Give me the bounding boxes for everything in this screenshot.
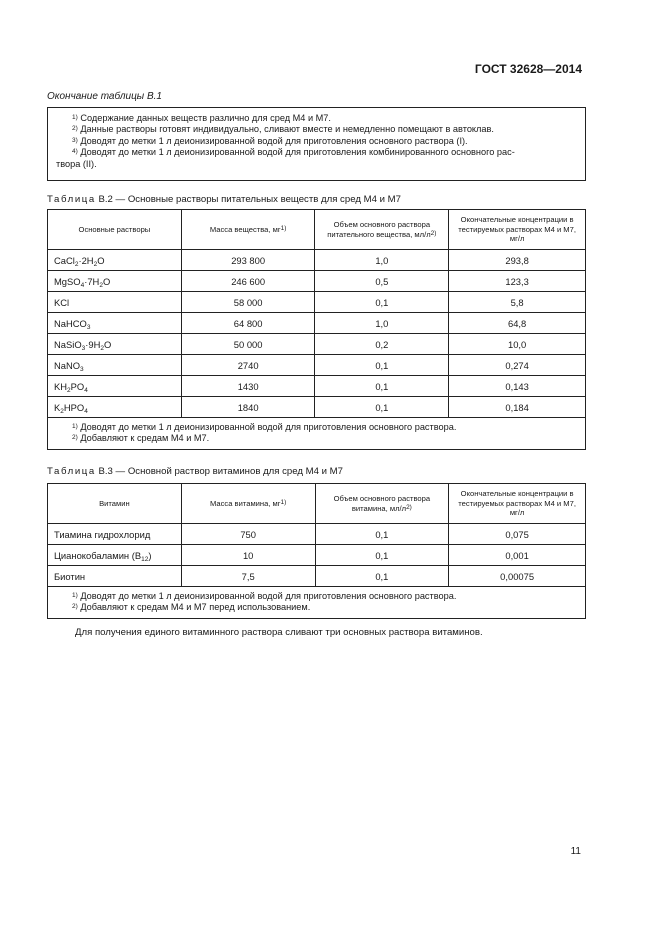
- body-paragraph: Для получения единого витаминного раствора сливают три основных раствора витаминов.: [75, 627, 483, 638]
- note-text: Данные растворы готовят индивидуально, сливают вместе и немедленно помещают в автоклав.: [77, 124, 494, 135]
- concentration-cell: 0,075: [449, 524, 586, 545]
- table-row: [48, 397, 586, 418]
- table-b2: [47, 209, 586, 450]
- note-text: Содержание данных веществ различно для сред М4 и М7.: [77, 113, 331, 123]
- substance-cell: NaNO$_3$: [48, 355, 182, 376]
- caption-word: Таблица: [47, 194, 96, 205]
- volume-cell: 0,5: [315, 271, 449, 292]
- table-footnotes-row: [48, 418, 586, 450]
- table-row: [48, 545, 586, 566]
- mass-cell: 64 800: [181, 313, 315, 334]
- standard-number: ГОСТ 32628—2014: [474, 62, 582, 76]
- note-4-continued: [56, 159, 577, 170]
- table-row: [48, 271, 586, 292]
- table-b3: [47, 483, 586, 619]
- volume-cell: 0,1: [315, 566, 449, 587]
- substance-cell: $NaSiO_3\cdot 9H_2O$: [48, 334, 182, 355]
- note-mark: 3): [72, 136, 78, 144]
- mass-cell: 1430: [181, 376, 315, 397]
- volume-cell: 0,1: [315, 397, 449, 418]
- substance-cell: Тиамина гидрохлорид: [48, 524, 182, 545]
- note-text: Доводят до метки 1 л деионизированной водой для приготовления комбинированного основного рас-: [77, 147, 515, 158]
- note-3: [72, 136, 577, 147]
- table-header-row: [48, 484, 586, 524]
- table-b2-caption: [47, 194, 401, 205]
- substance-cell: $MgSO_4\cdot 7H_2O$: [48, 271, 182, 292]
- substance-cell: NaHCO$_3$: [48, 313, 182, 334]
- note-mark: 1): [72, 114, 78, 121]
- footnote-2: $^{2)}$ Добавляют к средам М4 и М7.: [72, 433, 210, 444]
- note-mark: 4): [72, 148, 78, 156]
- note-mark: 2): [72, 125, 78, 133]
- mass-cell: 50 000: [181, 334, 315, 355]
- note-text: Доводят до метки 1 л деионизированной водой для приготовления основного раствора (I).: [77, 135, 468, 146]
- substance-cell: $CaCl_2\cdot 2H_2O$: [48, 250, 182, 271]
- concentration-cell: 64,8: [449, 313, 586, 334]
- volume-cell: 0,2: [315, 334, 449, 355]
- substance-cell: $KH_2PO_4$: [48, 376, 182, 397]
- note-text: твора (II).: [56, 158, 97, 169]
- volume-cell: 0,1: [315, 545, 449, 566]
- mass-cell: 1840: [181, 397, 315, 418]
- concentration-cell: 10,0: [449, 334, 586, 355]
- column-header: Объем основного раствора витамина, $мл/л^{2)}$: [315, 484, 449, 524]
- substance-cell: KCl: [48, 292, 182, 313]
- mass-cell: 7,5: [181, 566, 315, 587]
- column-header: Основные растворы: [48, 210, 182, 250]
- concentration-cell: 0,184: [449, 397, 586, 418]
- table-header-row: [48, 210, 586, 250]
- footnote-2: $^{2)}$ Добавляют к средам М4 и М7 перед использованием.: [72, 602, 311, 613]
- volume-cell: 1,0: [315, 250, 449, 271]
- volume-cell: 0,1: [315, 376, 449, 397]
- mass-cell: 293 800: [181, 250, 315, 271]
- table-footnotes-row: [48, 587, 586, 619]
- concentration-cell: 0,274: [449, 355, 586, 376]
- mass-cell: 246 600: [181, 271, 315, 292]
- volume-cell: 0,1: [315, 524, 449, 545]
- concentration-cell: 0,143: [449, 376, 586, 397]
- mass-cell: 2740: [181, 355, 315, 376]
- volume-cell: 0,1: [315, 355, 449, 376]
- concentration-cell: 123,3: [449, 271, 586, 292]
- mass-cell: 750: [181, 524, 315, 545]
- table-row: [48, 313, 586, 334]
- table-row: [48, 292, 586, 313]
- column-header: Масса витамина, $мг^{1)}$: [181, 484, 315, 524]
- mass-cell: 58 000: [181, 292, 315, 313]
- volume-cell: 1,0: [315, 313, 449, 334]
- column-header: Витамин: [48, 484, 182, 524]
- footnote-1: $^{1)}$ Доводят до метки 1 л деионизированной водой для приготовления основного раствора.: [72, 422, 457, 432]
- page-number: 11: [570, 846, 581, 857]
- substance-cell: Цианокобаламин $(B_{12})$: [48, 545, 182, 566]
- note-2: [72, 124, 577, 135]
- table-footnotes: [48, 418, 586, 450]
- table-row: [48, 524, 586, 545]
- concentration-cell: 0,00075: [449, 566, 586, 587]
- caption-word: Таблица: [47, 466, 96, 477]
- table-b3-caption: [47, 466, 343, 477]
- table-row: [48, 566, 586, 587]
- concentration-cell: 5,8: [449, 292, 586, 313]
- table-row: [48, 334, 586, 355]
- note-4: [72, 147, 577, 158]
- volume-cell: 0,1: [315, 292, 449, 313]
- footnote-1: $^{1)}$ Доводят до метки 1 л деионизированной водой для приготовления основного раствора.: [72, 591, 457, 601]
- note-1: [72, 113, 577, 124]
- table-row: [48, 250, 586, 271]
- mass-cell: 10: [181, 545, 315, 566]
- table-footnotes: [48, 587, 586, 619]
- concentration-cell: 293,8: [449, 250, 586, 271]
- caption-text: В.3 — Основной раствор витаминов для сред М4 и М7: [95, 466, 344, 477]
- column-header: Окончательные концентрации в тестируемых растворах М4 и М7, мг/л: [449, 484, 586, 524]
- column-header: Масса вещества, $мг^{1)}$: [181, 210, 315, 250]
- concentration-cell: 0,001: [449, 545, 586, 566]
- table-b1-notes: [47, 107, 586, 181]
- substance-cell: $K_2HPO_4$: [48, 397, 182, 418]
- table-continuation-label: Окончание таблицы В.1: [47, 91, 162, 102]
- table-row: [48, 376, 586, 397]
- caption-text: В.2 — Основные растворы питательных веществ для сред М4 и М7: [95, 194, 401, 205]
- column-header: Объем основного раствора питательного вещества, $мл/л^{2)}$: [315, 210, 449, 250]
- table-row: [48, 355, 586, 376]
- substance-cell: Биотин: [48, 566, 182, 587]
- column-header: Окончательные концентрации в тестируемых растворах М4 и М7, мг/л: [449, 210, 586, 250]
